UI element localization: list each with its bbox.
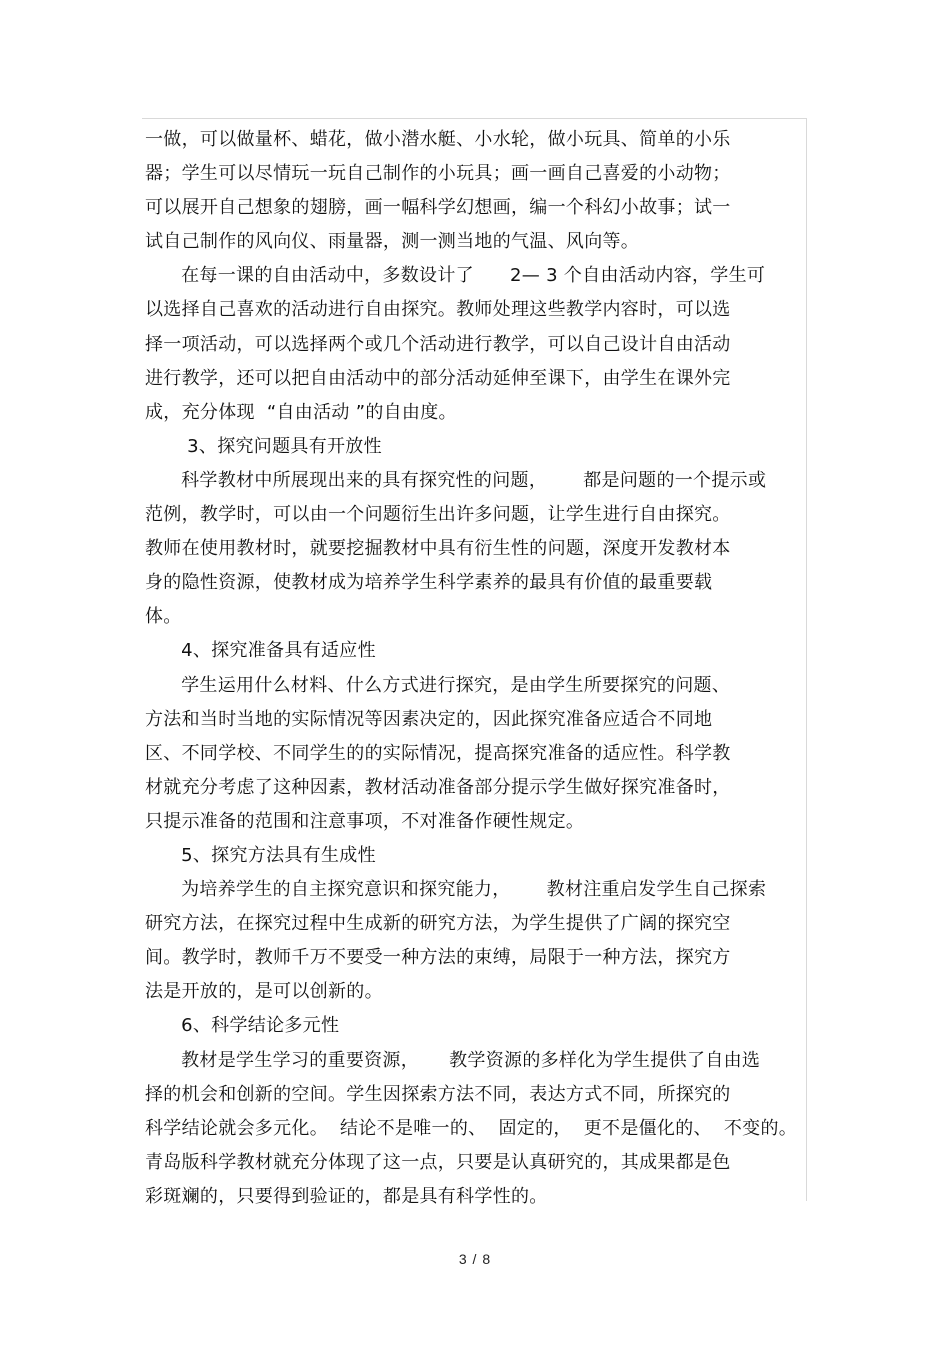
text-line: 间。教学时，教师千万不要受一种方法的束缚，局限于一种方法，探究方: [145, 947, 731, 969]
text-line: 在每一课的自由活动中，多数设计了 2— 3 个自由活动内容，学生可: [145, 265, 766, 287]
text-line: 科学结论就会多元化。 结论不是唯一的、 固定的， 更不是僵化的、 不变的。: [145, 1117, 798, 1139]
text-line: 为培养学生的自主探究意识和探究能力， 教材注重启发学生自己探索: [145, 879, 767, 901]
text-line: 身的隐性资源，使教材成为培养学生科学素养的最具有价值的最重要载: [145, 572, 713, 594]
text-line: 范例，教学时，可以由一个问题衍生出许多问题，让学生进行自由探究。: [145, 504, 731, 526]
text-line: 教材是学生学习的重要资源， 教学资源的多样化为学生提供了自由选: [145, 1049, 761, 1071]
text-line: 科学教材中所展现出来的具有探究性的问题， 都是问题的一个提示或: [145, 469, 767, 491]
text-line: 择一项活动，可以选择两个或几个活动进行教学，可以自己设计自由活动: [145, 333, 731, 355]
document-body: [145, 123, 809, 1214]
text-line: 可以展开自己想象的翅膀，画一幅科学幻想画，编一个科幻小故事；试一: [145, 197, 731, 219]
text-line: 以选择自己喜欢的活动进行自由探究。教师处理这些教学内容时，可以选: [145, 299, 731, 321]
text-line: 进行教学，还可以把自由活动中的部分活动延伸至课下，由学生在课外完: [145, 367, 731, 389]
section-heading: 4、探究准备具有适应性: [145, 640, 376, 662]
text-line: 只提示准备的范围和注意事项，不对准备作硬性规定。: [145, 810, 585, 832]
text-line: 材就充分考虑了这种因素，教材活动准备部分提示学生做好探究准备时，: [145, 776, 731, 798]
text-line: 择的机会和创新的空间。学生因探索方法不同，表达方式不同，所探究的: [145, 1083, 731, 1105]
section-heading: 5、探究方法具有生成性: [145, 844, 376, 866]
page-number: 3 / 8: [458, 1251, 492, 1267]
text-line: 成，充分体现 “自由活动 ”的自由度。: [145, 401, 457, 423]
text-line: 体。: [145, 606, 182, 628]
text-line: 器；学生可以尽情玩一玩自己制作的小玩具；画一画自己喜爱的小动物；: [145, 163, 731, 185]
text-line: 彩斑斓的，只要得到验证的，都是具有科学性的。: [145, 1185, 548, 1207]
text-line: 方法和当时当地的实际情况等因素决定的，因此探究准备应适合不同地: [145, 708, 713, 730]
section-heading: 3、探究问题具有开放性: [145, 435, 382, 457]
text-line: 试自己制作的风向仪、雨量器，测一测当地的气温、风向等。: [145, 231, 640, 253]
text-line: 区、不同学校、不同学生的的实际情况，提高探究准备的适应性。科学教: [145, 742, 731, 764]
text-line: 法是开放的，是可以创新的。: [145, 981, 383, 1003]
text-line: 青岛版科学教材就充分体现了这一点，只要是认真研究的，其成果都是色: [145, 1151, 731, 1173]
text-line: 学生运用什么材料、什么方式进行探究，是由学生所要探究的问题、: [145, 674, 731, 696]
section-heading: 6、科学结论多元性: [145, 1015, 340, 1037]
text-line: 教师在使用教材时，就要挖掘教材中具有衍生性的问题，深度开发教材本: [145, 538, 731, 560]
text-line: 一做，可以做量杯、蜡花，做小潜水艇、小水轮，做小玩具、简单的小乐: [145, 129, 731, 150]
text-line: 研究方法，在探究过程中生成新的研究方法，为学生提供了广阔的探究空: [145, 913, 731, 935]
